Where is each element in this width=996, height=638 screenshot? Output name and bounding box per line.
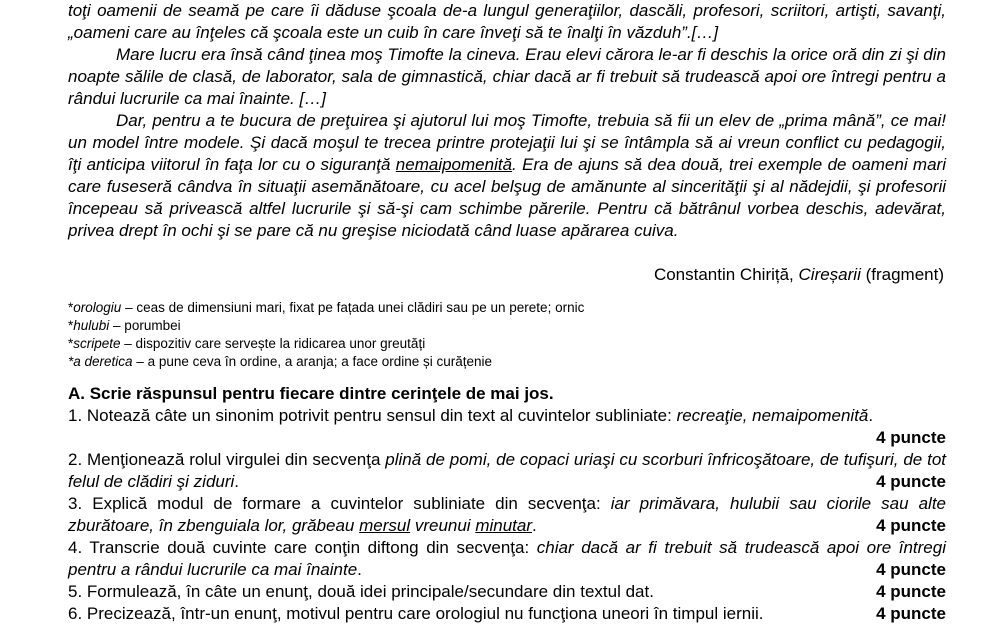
- note-asterisk: *: [68, 336, 74, 351]
- glossary-notes: [68, 299, 948, 371]
- glossary-note: [68, 335, 948, 353]
- literary-passage: [68, 0, 946, 242]
- task-1-points: 4 puncte: [876, 428, 946, 447]
- task-1-end: .: [868, 406, 874, 425]
- attribution-suffix: (fragment): [860, 265, 944, 284]
- task-2-quote: plină de pomi, de copaci uriaşi cu scorburi înfricoşătoare, de tufişuri, de tot felul de clădiri şi ziduri: [68, 450, 946, 491]
- note-asterisk: *: [68, 354, 74, 369]
- task-4-end: .: [357, 560, 362, 579]
- task-4-quote: chiar dacă ar fi trebuit să trudească apoi ore întregi pentru a rândui lucrurile ca mai înainte: [68, 538, 946, 579]
- note-asterisk: *: [68, 318, 74, 333]
- underlined-word-minutar: minutar: [475, 516, 532, 535]
- note-term: orologiu: [73, 300, 122, 315]
- passage-paragraph-2: Mare lucru era însă când ţinea moş Timofte la cineva. Erau elevi cărora le-ar fi deschis la orice oră din zi şi din noapte sălile de clasă, de laborator, sala de gimnastică, chiar dacă ar fi trebuit să trudească apoi ore întregi pentru a rândui lucrurile ca mai înainte. […]: [68, 45, 946, 108]
- underlined-word-nemaipomenita: nemaipomenită: [395, 155, 513, 174]
- note-definition: – dispozitiv care servește la ridicarea unor greutăți: [120, 336, 426, 351]
- glossary-note: [68, 353, 948, 371]
- task-2: [68, 449, 946, 493]
- task-1-text: 1. Notează câte un sinonim potrivit pentru sensul din text al cuvintelor subliniate:: [68, 406, 677, 425]
- glossary-note: [68, 299, 948, 317]
- task-1-quote: recreaţie, nemaipomenită: [676, 406, 869, 425]
- task-4-text: 4. Transcrie două cuvinte care conţin diftong din secvenţa:: [68, 538, 537, 557]
- task-5: 5. Formulează, în câte un enunţ, două idei principale/secundare din textul dat.: [68, 582, 654, 601]
- task-3-quote-mid: vreunui: [410, 516, 476, 535]
- task-1: [68, 405, 946, 427]
- task-6-points: 4 puncte: [876, 604, 946, 623]
- note-term: a deretica: [73, 354, 133, 369]
- task-4-points: 4 puncte: [876, 560, 946, 579]
- task-4: [68, 537, 946, 581]
- task-2-text: 2. Menţionează rolul virgulei din secvenţa: [68, 450, 386, 469]
- passage-paragraph-3-end: . Era de ajuns să dea două, trei exemple de oameni mari care fuseseră cândva în situaţii asemănătoare, cu acel belşug de amănunte al sincerităţii şi al nădejdii, şi profesorii începeau să privească altfel lucrurile şi să-şi cam schimbe părerile. Pentru că bătrânul vorbea deschis, adevărat, privea drept în ochi şi se pare că nu greşise niciodată când luase apărarea cuiva.: [68, 155, 946, 240]
- note-definition: – ceas de dimensiuni mari, fixat pe fațada unei clădiri sau pe un perete; ornic: [121, 300, 585, 315]
- note-asterisk: *: [68, 300, 74, 315]
- attribution-author: Constantin Chiriță,: [653, 265, 799, 284]
- note-term: hulubi: [73, 318, 110, 333]
- task-3-points: 4 puncte: [876, 516, 946, 535]
- note-term: scripete: [73, 336, 121, 351]
- task-3-text: 3. Explică modul de formare a cuvintelor subliniate din secvenţa:: [68, 494, 611, 513]
- task-6: 6. Precizează, într-un enunţ, motivul pentru care orologiul nu funcţiona uneori în timpul iernii.: [68, 604, 764, 623]
- passage-paragraph-3-start: Dar, pentru a te bucura de preţuirea şi ajutorul lui moş Timofte, trebuia să fii un elev de „prima mână”, ce mai! un model între modele. Şi dacă moşul te trecea printre protejaţii lui şi se întâmpla să ai vreun conflict cu pedagogii, îţi anticipa viitorul în faţa lor cu o siguranţă: [68, 111, 946, 174]
- passage-line-1: toţi oamenii de seamă pe care îi dăduse şcoala de-a lungul generaţiilor, dascăli, profesori, scriitori, artişti, savanţi, „oameni care au înţeles că şcoala este un cuib în care înveţi să te înalţi în văzduh”.[…]: [68, 1, 946, 42]
- task-5-points: 4 puncte: [876, 582, 946, 601]
- task-3-quote: iar primăvara, hulubii sau ciorile sau alte zburătoare, în zbenguiala lor, grăbeau: [68, 494, 946, 535]
- task-3: [68, 493, 946, 537]
- attribution-work: Cireșarii: [798, 265, 861, 284]
- task-3-end: .: [532, 516, 537, 535]
- source-attribution: [654, 264, 944, 286]
- task-2-end: .: [234, 472, 240, 491]
- passage-paragraph-3: [68, 110, 946, 242]
- underlined-word-mersul: mersul: [359, 516, 411, 535]
- glossary-note: [68, 317, 948, 335]
- task-2-points: 4 puncte: [876, 472, 946, 491]
- note-definition: – a pune ceva în ordine, a aranja; a face ordine și curățenie: [132, 354, 493, 369]
- section-title: A. Scrie răspunsul pentru fiecare dintre cerinţele de mai jos.: [68, 384, 554, 403]
- note-definition: – porumbei: [109, 318, 181, 333]
